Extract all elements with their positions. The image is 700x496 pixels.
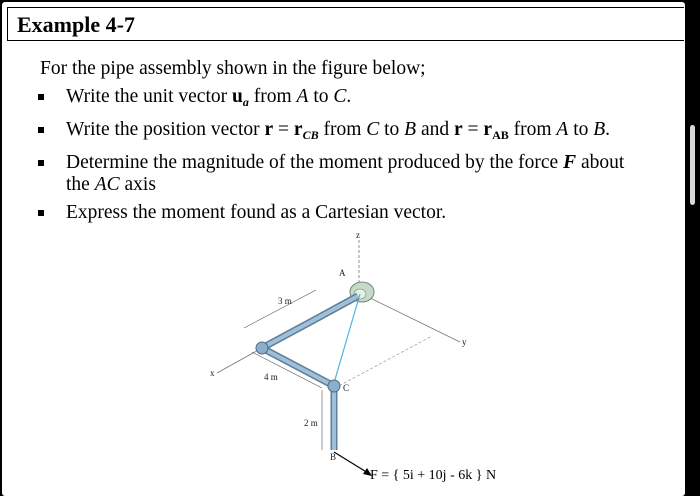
bullet-list — [32, 86, 672, 230]
y-axis-label: y — [462, 337, 467, 347]
elbow-joint — [328, 380, 340, 392]
bullet-icon — [38, 160, 44, 166]
y-axis — [362, 294, 460, 342]
elbow-joint — [256, 342, 268, 354]
force-equation: F = { 5i + 10j - 6k } N — [370, 468, 497, 483]
list-item: Express the moment found as a Cartesian vector. — [32, 202, 672, 224]
point-c-label: C — [343, 383, 350, 393]
dashed-line — [335, 336, 432, 388]
page-title: Example 4-7 — [17, 12, 135, 37]
bullet-icon — [38, 210, 44, 216]
bullet-icon — [38, 94, 44, 100]
x-axis-label: x — [210, 368, 215, 378]
figure-svg — [202, 228, 522, 496]
bullet-icon — [38, 127, 44, 133]
dimension-2m: 2 m — [304, 418, 318, 428]
list-item: Write the position vector $r = r_{CB}$ from C to B and $r = r_{AB}$ from A to B. — [32, 119, 672, 146]
slide-content — [2, 2, 685, 496]
list-item: Write the unit vector $u_a$ from A to C. — [32, 86, 672, 113]
force-arrow — [334, 452, 368, 473]
z-axis-label: z — [356, 230, 360, 240]
dimension-3m: 3 m — [278, 296, 292, 306]
slide — [2, 2, 685, 496]
list-item: Determine the magnitude of the moment produced by the force F about the AC axis — [32, 152, 672, 196]
point-a-label: A — [339, 268, 346, 278]
pipe-assembly-figure — [202, 228, 522, 496]
scrollbar-track[interactable] — [688, 0, 700, 496]
scrollbar-thumb[interactable] — [690, 125, 695, 205]
point-b-label: B — [330, 452, 337, 462]
dimension-4m: 4 m — [264, 372, 278, 382]
intro-text: For the pipe assembly shown in the figure below; — [40, 58, 426, 79]
